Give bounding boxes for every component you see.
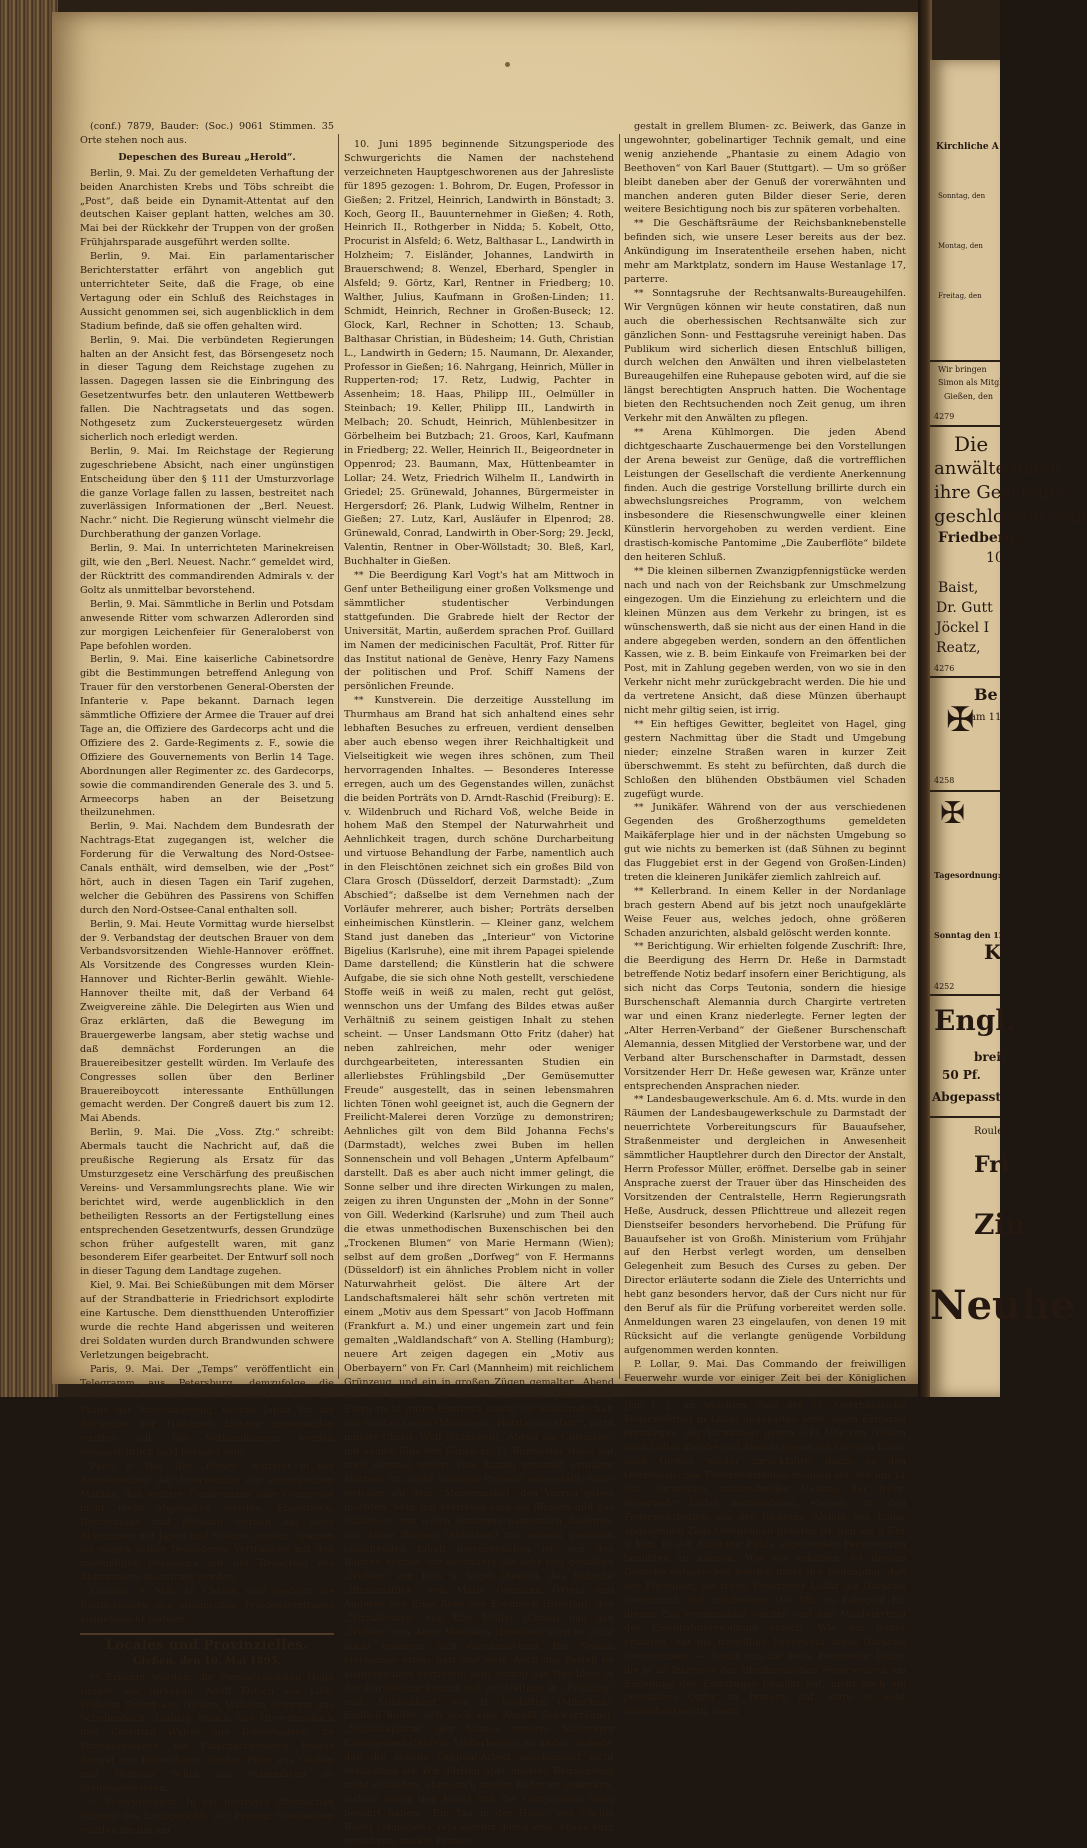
adjacent-page-fragment: Sonntag, den bbox=[938, 192, 986, 200]
news-paragraph: Berlin, 9. Mai. Im Reichstage der Regierung zugeschriebene Absicht, nach einer ungünstigen Entscheidung über den § 111 der Umsturzvorlage die ganze Vorlage fallen zu lassen, bestreitet nach zuverlässigen Informationen der „Berl. Neuest. Nachr.“ nicht. Die Regierung wünscht vielmehr die Durchberathung der ganzen Vorlage. bbox=[80, 445, 334, 541]
news-paragraph: Berlin, 9. Mai. Nachdem dem Bundesrath der Nachtrags-Etat zugegangen ist, welcher die Forderung für die Verwaltung des Nord-Ostsee-Canals enthält, wird demselben, wie der „Post“ hört, auch in diesen Tagen ein Tarif zugehen, welcher die Gebühren des Passirens von Schiffen durch den Nord-Ostsee-Canal enthalten soll. bbox=[80, 821, 334, 916]
adjacent-page-fragment: breit bbox=[974, 1050, 1007, 1064]
local-paragraph: ** Arena Kühlmorgen. Die jeden Abend dichtgeschaarte Zuschauermenge bei den Vorstellungen der Arena beweist zur Genüge, daß die vortrefflichen Leistungen der Gesellschaft die verdiente Anerkennung finden. Auch die gestrige Vorstellung brillirte durch ein abwechslungsreiches Programm, von welchem insbesondere die Riesenschwungwelle einer kleinen Künstlerin hervorgehoben zu werden verdient. Eine drastisch-komische Pantomime „Die Zauberflöte“ bildete den heiteren Schluß. bbox=[624, 426, 906, 564]
adjacent-page-fragment: Dr. Gutt bbox=[936, 600, 993, 616]
adjacent-page-fragment: 50 Pf. bbox=[942, 1068, 981, 1082]
local-paragraph: ** Kellerbrand. In einem Keller in der Nordanlage brach gestern Abend auf bis jetzt noch unaufgeklärte Weise Feuer aus, welches jedoch, ohne größeren Schaden anzurichten, alsbald gelöscht werden konnte. bbox=[624, 885, 906, 939]
news-paragraph: Kiel, 9. Mai. Bei Schießübungen mit dem Mörser auf der Strandbatterie in Friedrichsort explodirte eine Kartusche. Dem dienstthuenden Unteroffizier wurde die rechte Hand abgerissen und weiteren drei Soldaten wurden durch Brandwunden schwere Verletzungen beigebracht. bbox=[80, 1280, 334, 1361]
adjacent-page-rule bbox=[930, 790, 1000, 792]
adjacent-page-rule bbox=[930, 676, 1000, 678]
iron-cross-emblem: ✠ bbox=[946, 700, 975, 740]
local-paragraph: ** Die kleinen silbernen Zwanzigpfennigstücke werden nach und nach von der Reichsbank zur Umschmelzung eingezogen. Um die Einziehung zu erleichtern und die kleinen Münzen aus dem Verkehr zu bringen, ist es wünschenswerth, daß sie nicht aus der einen Hand in die andere abgegeben werden, sondern an den öffentlichen Kassen, wie z. B. beim Einkaufe von Freimarken bei der Post, mit in Zahlung gegeben werden, von wo sie in den Verkehr nicht mehr zurückgebracht werden. Die hie und da vertretene Ansicht, daß diese Münzen überhaupt nicht mehr giltig seien, ist irrig. bbox=[624, 566, 906, 717]
news-paragraph: Berlin, 9. Mai. Die „Voss. Ztg.“ schreibt: Abermals taucht die Nachricht auf, daß die preußische Regierung als Ersatz für das Umsturzgesetz eine Verschärfung des preußischen Vereins- und Versammlungsrechts plane. Wie wir berichtet wird, werde augenblicklich in den betheiligten Ressorts an der Fertigstellung eines entsprechenden Gesetzentwurfs, dessen Grundzüge schon früher aufgestellt waren, mit ganz besonderem Eifer gearbeitet. Der Entwurf soll noch in dieser Tagung dem Landtage zugehen. bbox=[80, 1127, 334, 1278]
news-paragraph: Berlin, 9. Mai. Die verbündeten Regierungen halten an der Ansicht fest, das Börsengesetz noch in dieser Tagung dem Reichstage zugehen zu lassen. Dagegen lassen sie die Einbringung des Gesetzentwurfes betr. den unlauteren Wettbewerb fallen. Die Nachtragsetats und das sogen. Nothgesetz zum Zuckersteuergesetz würden sicherlich noch erledigt werden. bbox=[80, 334, 334, 443]
adjacent-page-fragment: Abgepasst bbox=[932, 1090, 1001, 1104]
local-paragraph: gestalt in grellem Blumen- zc. Beiwerk, das Ganze in ungewohnter, gobelinartiger Technik gemalt, und eine wenig anziehende „Phantasie zu einem Adagio von Beethoven“ von Karl Bauer (Stuttgart). — Um so größer bleibt daneben aber der Genuß der vorerwähnten und manchen anderen guten Bilder dieser Serie, deren weitere Besichtigung noch bis zur späteren vorbehalten. bbox=[624, 121, 906, 216]
local-paragraph: ** Junikäfer. Während von der aus verschiedenen Gegenden des Großherzogthums gemeldeten Maikäferplage hier und in der nächsten Umgebung so gut wie nichts zu bemerken ist (daß Sühnen zu beginnt das Fluggebiet erst in der Gegend von Großen-Linden) treten die kleineren Junikäfer ziemlich zahlreich auf. bbox=[624, 802, 906, 883]
art-review-paragraph: ** Kunstverein. Die derzeitige Ausstellung im Thurmhaus am Brand hat sich anhaltend eines sehr lebhaften Besuches zu erfreuen, verdient denselben aber auch ebenso wegen ihrer Reichhaltigkeit und Vielseitigkeit wie wegen ihres schönen, zum Theil hervorragenden Inhaltes. — Besonderes Interesse erregen, auch um des Gegenstandes willen, zunächst die beiden Porträts von D. Arndt-Raschid (Freiburg): E. v. Wildenbruch und Richard Voß, welche Beide in hohem Maß den Stempel der Naturwahrheit und Aehnlichkeit tragen, durch schöne Durcharbeitung und virtuose Behandlung der Farbe, namentlich auch in den Fleischtönen zeichnet sich ein großes Bild von Clara Grosch (Düsseldorf, derzeit Darmstadt): „Zum Abschied“; daßselbe ist dem Vernehmen nach der Vorläufer mehrerer, auch bisher; Porträts derselben einheimischen Künstlerin. — Kleiner ganz, welchem Stand just daneben das „Interieur“ von Victorine Bigelius (Karlsruhe), eine mit ihrem Papagei spielende Dame darstellend; die Künstlerin hat die schwere Aufgabe, die sie sich ohne Noth gestellt, verschiedene Stoffe weiß in weiß zu malen, recht gut gelöst, wennschon uns der Umfang des Bildes etwas außer Verhältniß zu seinem geistigen Inhalt zu stehen scheint. — Unser Landsmann Otto Fritz (daher) hat neben zahlreichen, mehr oder weniger durchgearbeiteten, interessanten Studien ein allerliebstes Frühlingsbild „Der Gemüsemutter Freude“ ausgestellt, das in seinen lebensmahren lichten Tönen wohl geeignet ist, auch die Gegnern der Freilicht-Malerei deren Vorzüge zu demonstriren; Aehnliches gilt von dem Bild Johanna Fechs's (Darmstadt), welches zwei Buben im hellen Sonnenschein und voll Behagen „Unterm Apfelbaum“ darstellt. Daß es aber auch nicht immer gelingt, die Sonne selber und ihre directen Wirkungen zu malen, zeigen zu ihren Ungunsten der „Mohn in der Sonne“ von Gill. Wederkind (Karlsruhe) und zum Theil auch die etwas unmethodischen Buxenschischen bei den „Trockenen Blumen“ von Marie Hermann (Wien); selbst auf dem großen „Dorfweg“ von F. Hermanns (Düsseldorf) ist ein ähnliches Problem nicht in voller Naturwahrheit gelöst. Die ältere Art der Landschaftsmalerei hält sehr schön vertreten mit einem „Motiv aus dem Spessart“ von Jacob Hoffmann (Frankfurt a. M.) und einer ungemein zart und fein gemalten „Waldlandschaft“ von A. Stelling (Hamburg); neuere Art zeigen dagegen ein „Motiv aus Oberbayern“ von Fr. Carl (Mannheim) mit reichlichem Grünzeug, und ein in großen Zügen gemalter „Abend auf der Halde“ von Ernst Liebermann (Woldsdorf). Einen recht guten Eindruck macht die Waldlandschaft von Gustav Loelw (München) „Holztag im Harz“, nicht minder Christ. Wolf (München) „Abend am Chiemsee“ mit seinen üblichen Kühen zc. G. Burmester (Kiel) hat auch diesmal wieder eine Anzahl gewandt gemalter Marinen (zu recht mäßigen Preisen) ausgestellt, unter welchen wir dem „Morgennebel“ den Vorzug geben möchten. Sehr gut vertreten sind die Blumen und das Stillleben, von welch letzterem namentlich dasjenige von Luise Wagner (München) mit seinem geradezu täuschenden Inhalt hervorgehoben ist; von den Blumen nennen wir besonders die sehr fein gemalten „Nelken“ von Julie v. Vogel (Berlin), das hübsche „Blumenstück“ von Marie Germann (Wien) und Anderes von Elise Rees von Esenbeck (Breslau); den „Nizzablumen“ von Elze Müller (Gotha) und den „Nelken“ von Anna Massaien (Dresden) wird es nicht leicht gelingen, sich durchzusetzen. Die Nelken erscheinen etwas hart und steif. Auch das Pastell ist ausgezeichnet vertreten: sein Vorzug der Weichheit in der Darstellung kommt voll zur Geltung in „Frühling“ und „Studienkopf“ von H. Kosbüttel (München). Endlich finden sich noch eine Anzahl Schwarzkunst-„Majolikaplatte“ den Namen unseres bisherigen Kunstgewerbelehrers Müllerberger zu finden; schade, daß die schöne Original-Arbeit anscheinend nicht verkäuflich ist. Wir dürften aber unserer Betrachtung nicht schließen, ohne auch zweier Bilder zu gedenken, welche durch den Kunst und die Composition innig berührt haben: „Ein Tag in der Hölle“ von Cäcilie Bader (München), repräsentirt durch eine, etwas kurz gerathene, nackte Frauen- bbox=[344, 695, 614, 1847]
adjacent-page-fragment: Roulea bbox=[974, 1126, 1010, 1137]
adjacent-page-fragment: Die bbox=[954, 432, 989, 456]
adjacent-page-fragment: 4276 bbox=[934, 664, 955, 673]
adjacent-page-fragment: 4252 bbox=[934, 982, 955, 991]
election-result-line: (conf.) 7879, Bauder: (Soc.) 9061 Stimmen. 35 Orte stehen noch aus. bbox=[80, 121, 334, 146]
column-3 bbox=[624, 120, 906, 1718]
news-paragraph: London, 9. Mai. In Chefoo sind gestern die Ratificationen des japanischen Friedensvertrages ausgetauscht worden. bbox=[80, 1586, 334, 1625]
adjacent-page-fragment: 4279 bbox=[934, 412, 955, 421]
local-paragraph: ** Schwurgericht. In der gestrigen öffentlichen Sitzung des Landgerichts der Provinz Oberhessen wurden für die am bbox=[80, 1796, 334, 1836]
adjacent-page-fragment: Reatz, bbox=[936, 640, 981, 656]
adjacent-page-fragment: 10. bbox=[986, 550, 1009, 566]
adjacent-page-fragment: Sonntag den 12 bbox=[934, 930, 1005, 940]
news-paragraph: Paris, 9. Mai. Der „Temps“ veröffentlicht ein Telegramm aus Petersburg, demzufolge die verbündeten Mächte eifrig unterhandeln über die Frage der Entschädigung, welche Japan für die Rückgabe der Halbinsel Liatong zugestanden werden soll. Die Verhandlungen werden voraussichtlich bald beendet sein. bbox=[80, 1363, 334, 1459]
news-paragraph: Paris, 9. Mai. Der „Figaro“ schreibt in der Angelegenheit der Intervention der europäischen Mächte, daß weitere Conferenzen oder Congresse nicht mehr abgehalten werden. Frankreich, Deutschland und Rußland würden das neue Abkommen mit Japan und Spanien regeln. Spanien sei wegen seiner besonderen Vertrauheit mit den zuständigen Ostasien's mit der Redaction des Abkommens beauftragt worden. bbox=[80, 1461, 334, 1584]
news-paragraph: Berlin, 9. Mai. Sämmtliche in Berlin und Potsdam anwesende Ritter vom schwarzen Adlerorden sind zur morgigen Leichenfeier für Generaloberst von Pape befohlen worden. bbox=[80, 598, 334, 652]
adjacent-page-fragment: Wir bringen bbox=[938, 365, 987, 374]
adjacent-page-fragment: ihre Geschäfts bbox=[934, 482, 1067, 503]
news-paragraph: Berlin, 9. Mai. Zu der gemeldeten Verhaftung der beiden Anarchisten Krebs und Töbs schreibt die „Post“, daß beide ein Dynamit-Attentat auf den deutschen Kaiser geplant hatten, welches am 30. Mai bei der Rückkehr der Truppen von der großen Frühjahrsparade ausgeführt werden sollte. bbox=[80, 167, 334, 249]
column-1 bbox=[80, 120, 334, 1836]
section-date: Gießen, den 10. Mai 1895. bbox=[132, 1655, 282, 1667]
local-paragraph: ** Die Geschäftsräume der Reichsbanknebenstelle befinden sich, wie unsere Leser bereits aus der bez. Ankündigung im Inseratentheile ersehen haben, nicht mehr am Marktplatz, sondern im Hause Westanlage 17, parterre. bbox=[624, 218, 906, 285]
section-title: Locales und Provinzielles. bbox=[80, 1633, 334, 1653]
local-paragraph: ** Berichtigung. Wir erhielten folgende Zuschrift: Ihre, die Beerdigung des Herrn Dr. Heße in Darmstadt betreffende Notiz bedarf insofern einer Berichtigung, als sich nicht das Corps Teutonia, sondern die hiesige Burschenschaft Alemannia durch Chargirte vertreten war und einen Kranz niederlegte. Ferner legten der „Alter Herren-Verband“ der Gießener Burschenschaft Alemannia, dessen Mitglied der Verstorbene war, und der Verband alter Burschenschafter in Darmstadt, dessen Vorsitzender Herr Dr. Heße gewesen war, Kränze unter entsprechenden Ansprachen nieder. bbox=[624, 941, 906, 1092]
news-paragraph: Berlin, 9. Mai. Eine kaiserliche Cabinetsordre gibt die Bestimmungen betreffend Anlegung von Trauer für den verstorbenen General-Obersten der Infanterie v. Pape bekannt. Darnach legen sämmtliche Offiziere der Armee die Trauer auf drei Tage an, die Offiziere des Gardecorps acht und die Offiziere des 2. Garde-Regiments z. F., sowie die Offiziere des Gouvernements von Berlin 14 Tage. Abordnungen aller Regimenter zc. des Gardecorps, sowie die commandirenden Generale des 3. und 5. Armeecorps haben an der Beisetzung theilzunehmen. bbox=[80, 654, 334, 819]
jury-list-paragraph: 10. Juni 1895 beginnende Sitzungsperiode des Schwurgerichts die Namen der nachstehend verzeichneten Hauptgeschworenen aus der Jahresliste für 1895 gezogen: 1. Bohrom, Dr. Eugen, Professor in Gießen; 2. Fritzel, Heinrich, Landwirth in Bönstadt; 3. Koch, Georg II., Bauunternehmer in Gießen; 4. Roth, Heinrich II., Rothgerber in Nidda; 5. Kobelt, Otto, Procurist in Alsfeld; 6. Wetz, Balthasar L., Landwirth in Holzheim; 7. Eisländer, Johannes, Landwirth in Brauerschwend; 8. Wenzel, Eberhard, Spengler in Alsfeld; 9. Görtz, Karl, Rentner in Friedberg; 10. Walther, Julius, Kaufmann in Großen-Linden; 11. Schmidt, Heinrich, Rechner in Großen-Buseck; 12. Glock, Karl, Rechner in Schotten; 13. Schaub, Balthasar Christian, in Büdesheim; 14. Guth, Christian L., Landwirth in Gedern; 15. Naumann, Dr. Alexander, Professor in Gießen; 16. Nahrgang, Heinrich, Müller in Rupperten-rod; 17. Retz, Ludwig, Pachter in Assenheim; 18. Haas, Philipp III., Oelmüller in Steinbach; 19. Keller, Philipp III., Landwirth in Melbach; 20. Schudt, Heinrich, Mühlenbesitzer in Görbelheim bei Butzbach; 21. Groos, Karl, Kaufmann in Friedberg; 22. Weller, Heinrich II., Beigeordneter in Oppenrod; 23. Baumann, Max, Hüttenbeamter in Lollar; 24. Wetz, Friedrich Wilhelm II., Landwirth in Griedel; 25. Grünewald, Johannes, Bürgermeister in Hergersdorf; 26. Plank, Ludwig Wilhelm, Rentner in Gießen; 27. Lutz, Karl, Ausläufer in Elpenrod; 28. Grünewald, Conrad, Landwirth in Ober-Sorg; 29. Jeckl, Valentin, Rentner in Ober-Wöllstadt; 30. Bleß, Karl, Buchhalter in Gießen. bbox=[344, 139, 614, 568]
adjacent-page-fragment: Friedberg, bbox=[938, 530, 1020, 546]
adjacent-page-fragment: Gießen, den bbox=[944, 392, 994, 401]
adjacent-page-fragment: Fri bbox=[974, 1152, 1010, 1178]
binding-hole bbox=[505, 62, 510, 67]
news-paragraph: Berlin, 9. Mai. Heute Vormittag wurde hierselbst der 9. Verbandstag der deutschen Brauer von dem Verbandsvorsitzenden Wiehle-Hannover eröffnet. Als Vorsitzende des Congresses wurden Klein-Hannover und Richter-Berlin gewählt. Wiehle-Hannover theilte mit, daß der Verband 64 Zweigvereine zähle. Die Delegirten aus Wien und Graz erklärten, daß die Bewegung im Brauergewerbe langsam, aber stetig wachse und daß demnächst Forderungen an die Brauereibesitzer gestellt würden. Im Verlaufe des Congresses sollen über den Berliner Brauereiboycott interessante Enthüllungen gemacht werden. Der Congreß dauert bis zum 12. Mai Abends. bbox=[80, 918, 334, 1125]
adjacent-page-fragment: Simon als Mitglied bbox=[938, 378, 1015, 387]
local-paragraph: ** Die Beerdigung Karl Vogt's hat am Mittwoch in Genf unter Betheiligung einer großen Volksmenge und sämmtlicher studentischer Verbindungen stattgefunden. Die Grabrede hielt der Rector der Universität, Martin, außerdem sprachen Prof. Guillard im Namen der medicinischen Facultät, Prof. Ritter für das Institut national de Genève, Henry Fazy Namens der politischen und Prof. Schiff Namens der persönlichen Freunde. bbox=[344, 570, 614, 693]
adjacent-page-rule bbox=[930, 425, 1000, 427]
adjacent-page bbox=[930, 60, 1087, 1397]
dispatch-heading: Depeschen des Bureau „Herold“. bbox=[118, 151, 296, 163]
news-paragraph: Berlin, 9. Mai. Ein parlamentarischer Berichterstatter erfährt von angeblich gut unterrichteter Seite, daß die Frage, ob eine Vertagung oder ein Schluß des Reichstages in Aussicht genommen sei, sich augenblicklich in dem Stadium befinde, daß sie offen gehalten wird. bbox=[80, 251, 334, 332]
adjacent-page-fragment: 4258 bbox=[934, 776, 955, 785]
adjacent-page-fragment: am 11. bbox=[970, 712, 1005, 723]
adjacent-page-fragment: Baist, bbox=[938, 580, 979, 596]
iron-cross-emblem: ✠ bbox=[940, 796, 966, 831]
adjacent-page-fragment: Be bbox=[974, 685, 998, 704]
local-paragraph: ** Ernannt wurden: die Forstaccessisten Hugo Gilmer aus Birkenau, Adolf Kutsch aus Lich, Wilhelm Scherf aus Gießen, Wilhelm Schwinn aus Schellenbach, Ludwig Strack aus Ober-Rossbach und Christian Walter aus Bobenhausen, zu Forstassessoren; die Finanzaccessisten Robert Bangel aus Bellersheim, Gustav Pflug aus Gießen und Wilhelm Schul aus Stammheim zu Steuerassessoren. bbox=[80, 1671, 334, 1794]
local-paragraph: ** Ein heftiges Gewitter, begleitet von Hagel, ging gestern Nachmittag über die Stadt und Umgebung nieder; einzelne Straßen waren in kurzer Zeit überschwemmt. Es steht zu befürchten, daß durch die Schloßen den blühenden Obstbäumen viel Schaden zugefügt wurde. bbox=[624, 718, 906, 800]
adjacent-page-fragment: Zin bbox=[974, 1208, 1026, 1241]
column-2 bbox=[344, 138, 614, 1847]
adjacent-page-fragment: K bbox=[984, 940, 1002, 964]
adjacent-page-fragment: Jöckel I bbox=[936, 620, 990, 636]
local-paragraph: ** Sonntagsruhe der Rechtsanwalts-Bureaugehilfen. Wir Vergnügen können wir heute constatiren, daß nun auch die oberhessischen Rechtsanwälte sich zur gänzlichen Sonn- und Festtagsruhe vereinigt haben. Das Publikum wird sicherlich diesen Entschluß billigen, durch welchen den Anwälten und ihren vielbelasteten Bureaugehilfen eine Ruhepause geboten wird, auf die sie längst berechtigten Anspruch hatten. Die Wochentage bieten den Rechtsuchenden noch Zeit genug, um ihren Verkehr mit den Anwälten zu pflegen. bbox=[624, 287, 906, 425]
adjacent-page-fragment: geschlossen sein bbox=[934, 506, 1087, 527]
local-paragraph: P. Lollar, 9. Mai. Das Commando der freiwilligen Feuerwehr wurde vor einiger Zeit bei der Königlichen Eisenbahn-Direction Frankfurt a. M. vorstellig, am 16. Juni l. J., an welchem Tage der 16. Oberhessische Feuerwehrtag in Lollar abgehalten wird, einen Extrazug einzulegen, der Vormittags gegen ½11 Uhr von Gießen nach Lollar abgehe und Abends gegen ½8 Uhr von Lollar nach Gießen wieder zurückfahre, damit es den Oberhessischen Feuerwehrleuten möglich sei, der um 11 Uhr Vormittags stattfindenden Uebung der freiw. Feuerwehr Lollar beizuwohnen, ebenso, um den Feuerwehrleuten aus der Richtung Alsfeld von Lollar abgehenden Zuge Gelegenheit geboten ist, den um 8 Uhr 5 Min. in der Richtung Fulda abgehenden Personenzug benutzen zu können. Wie wir erfahren, ist diesem Gesuche entsprochen worden unter der Bedingung, daß der Einsender, die freiw. Feuerwehr Lollar die Garantie übernimmt, daß mindestens 100 Mk. an Fahrgeld für diesen Zug vereinnahmt werden und den Minderertrag der Eisenbahnverwaltung ersetzt. Wie wir ferner erfahren, hat die freiwillige Feuerwehr diese Garantie übernommen. — Damit nun die freiw. Feuerwehr Lollar, die ja im Interesse der Oberhessischen Feuerwehren um Einlegung des Extrazuges bemüht hat, nicht noch ein pecuniäres Opfer zu bringen hat, wäre es sehr wünschenswerth, wenn bbox=[624, 1358, 906, 1718]
adjacent-page-rule bbox=[930, 994, 1000, 996]
column-rule-1 bbox=[338, 134, 339, 1379]
adjacent-page-fragment: Engl. bbox=[934, 1004, 1016, 1037]
adjacent-page-fragment: anwälte mach bbox=[934, 458, 1062, 479]
adjacent-page-rule bbox=[930, 360, 1000, 362]
adjacent-page-fragment: Neuhe bbox=[930, 1282, 1076, 1329]
adjacent-page-fragment: Freitag, den bbox=[938, 292, 982, 300]
news-paragraph: Berlin, 9. Mai. In unterrichteten Marinekreisen gilt, wie den „Berl. Neuest. Nachr.“ gemeldet wird, der Rücktritt des commandirenden Admirals v. der Goltz als unmittelbar bevorstehend. bbox=[80, 543, 334, 596]
adjacent-page-fragment: Montag, den bbox=[938, 242, 983, 250]
adjacent-page-fragment: Tagesordnung: bbox=[934, 870, 1001, 880]
adjacent-page-fragment: Kirchliche A bbox=[936, 142, 999, 152]
local-paragraph: ** Landesbaugewerkschule. Am 6. d. Mts. wurde in den Räumen der Landesbaugewerkschule zu Darmstadt der neuerrichtete Vorbereitungscurs für Bauaufseher, Straßenmeister und dergleichen in Anwesenheit sämmtlicher Hauptlehrer durch den Director der Anstalt, Herrn Professor Müller, eröffnet. Derselbe gab in seiner Ansprache zuerst der Trauer über das Hinscheiden des Vorsitzenden der Centralstelle, Herrn Regierungsrath Heße, Ausdruck, dessen Pflichttreue und allezeit regen Dienstseifer besonders hervorhebend. Die Prüfung für Bauaufseher ist von Großh. Ministerium vom Frühjahr auf den Herbst verlegt worden, um denselben Gelegenheit zum Besuch des Curses zu geben. Der Director erläuterte sodann die Ziele des Unterrichts und hebt ganz besonders hervor, daß der Curs nicht nur für den Beruf als für die Prüfung vorbereitet werden solle. Anmeldungen waren 23 eingelaufen, von denen 19 mit Rücksicht auf die verlangte genügende Vorbildung aufgenommen werden konnten. bbox=[624, 1094, 906, 1356]
book-fore-edge bbox=[0, 0, 58, 1397]
column-rule-2 bbox=[619, 134, 620, 1379]
adjacent-page-rule bbox=[930, 1116, 1000, 1118]
